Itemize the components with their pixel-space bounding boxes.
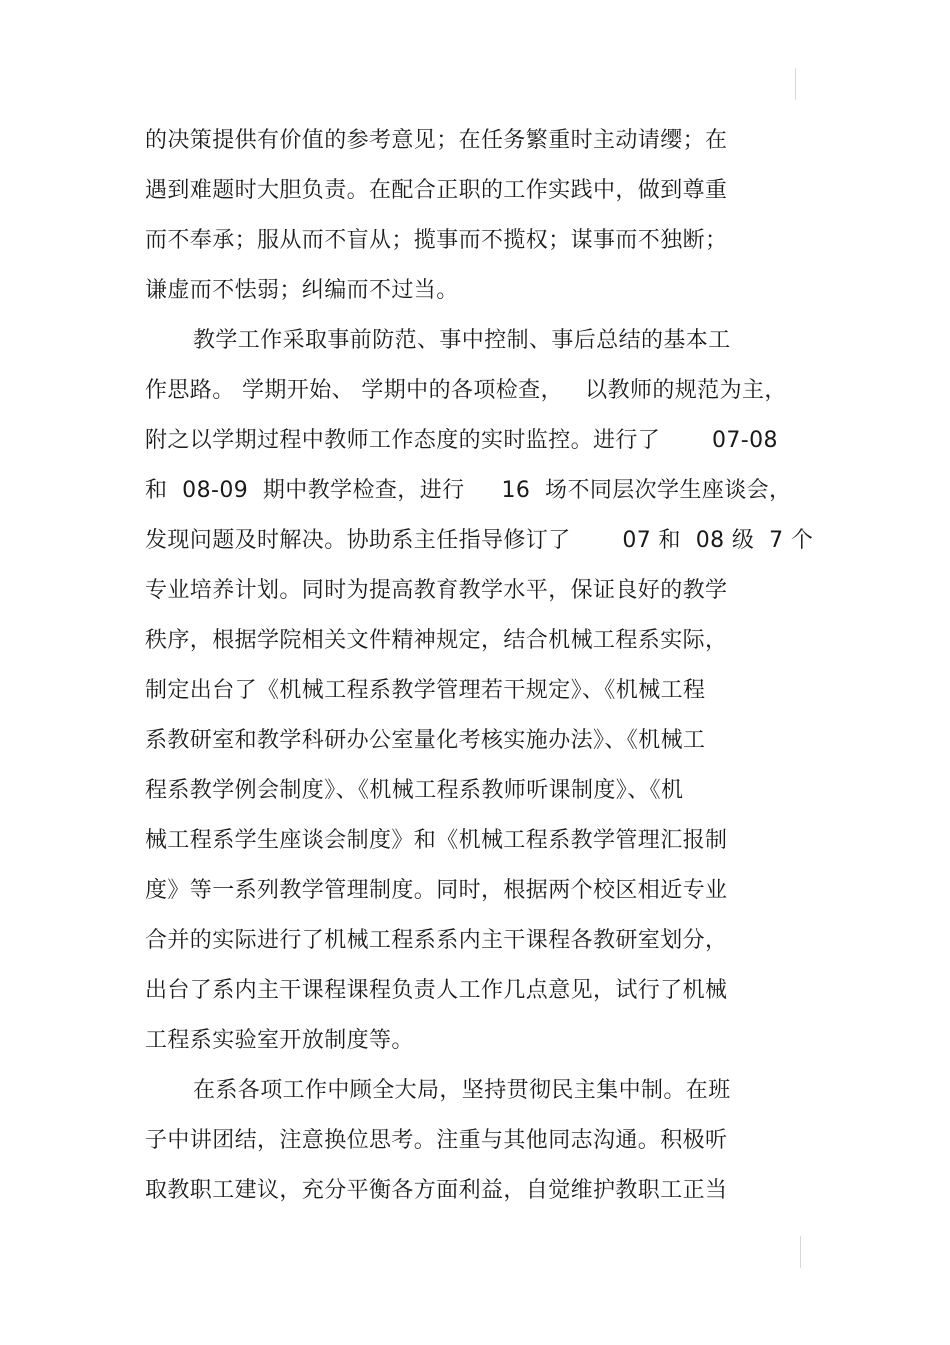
- text-line: 谦虚而不怯弱；纠编而不过当。: [145, 278, 459, 303]
- text-line: 子中讲团结，注意换位思考。注重与其他同志沟通。积极听: [145, 1128, 728, 1153]
- text-line: 遇到难题时大胆负责。在配合正职的工作实践中，做到尊重: [145, 178, 728, 203]
- text-line: 出台了系内主干课程课程负责人工作几点意见，试行了机械: [145, 978, 728, 1003]
- paragraph-first-line: 在系各项工作中顾全大局，坚持贯彻民主集中制。在班: [193, 1078, 731, 1103]
- text-line: 度》等一系列教学管理制度。同时，根据两个校区相近专业: [145, 878, 728, 903]
- text-line: 械工程系学生座谈会制度》和《机械工程系教学管理汇报制: [145, 828, 728, 853]
- text-line: 发现问题及时解决。协助系主任指导修订了 07 和 08 级 7 个: [145, 528, 814, 553]
- text-line: 附之以学期过程中教师工作态度的实时监控。进行了 07-08: [145, 428, 778, 453]
- page-edge-mark-top: [795, 68, 796, 100]
- text-line: 取教职工建议，充分平衡各方面利益，自觉维护教职工正当: [145, 1178, 728, 1203]
- text-line: 合并的实际进行了机械工程系系内主干课程各教研室划分，: [145, 928, 728, 953]
- text-line: 而不奉承；服从而不盲从；揽事而不揽权；谋事而不独断；: [145, 228, 728, 253]
- text-line: 程系教学例会制度》、《机械工程系教师听课制度》、《机: [145, 778, 684, 803]
- text-line: 作思路。 学期开始、 学期中的各项检查， 以教师的规范为主，: [145, 378, 787, 403]
- text-line: 秩序，根据学院相关文件精神规定，结合机械工程系实际，: [145, 628, 728, 653]
- text-line: 制定出台了《机械工程系教学管理若干规定》、《机械工程: [145, 678, 706, 703]
- text-line: 工程系实验室开放制度等。: [145, 1028, 414, 1053]
- text-line: 系教研室和教学科研办公室量化考核实施办法》、《机械工: [145, 728, 706, 753]
- text-line: 和 08-09 期中教学检查，进行 16 场不同层次学生座谈会，: [145, 478, 792, 503]
- text-line: 的决策提供有价值的参考意见；在任务繁重时主动请缨；在: [145, 128, 728, 153]
- page-edge-mark-bottom: [800, 1236, 801, 1268]
- text-line: 专业培养计划。同时为提高教育教学水平，保证良好的教学: [145, 578, 728, 603]
- paragraph-first-line: 教学工作采取事前防范、事中控制、事后总结的基本工: [193, 328, 731, 353]
